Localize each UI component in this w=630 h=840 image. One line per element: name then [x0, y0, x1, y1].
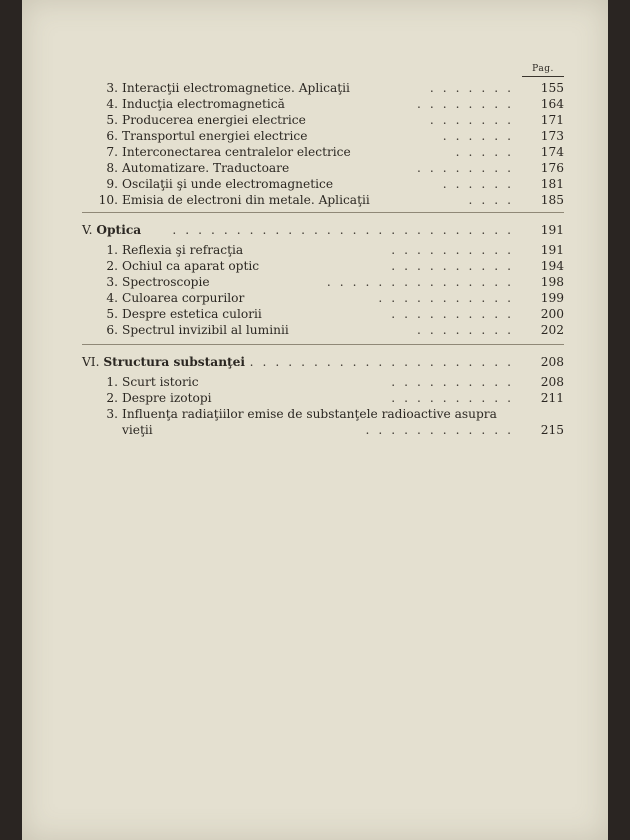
toc-entry [82, 258, 564, 274]
entry-title: Automatizare. Traductoare [122, 161, 290, 175]
dot-leader: .... [468, 193, 520, 207]
toc-entry [82, 128, 564, 144]
toc-entry [82, 322, 564, 338]
dot-leader: ........ [417, 97, 520, 111]
section-title [82, 354, 245, 370]
section-title [82, 222, 141, 238]
entry-number: 8. [106, 161, 118, 175]
dot-leader: ....... [429, 113, 520, 127]
dot-leader: ....... [429, 81, 520, 95]
entry-page: 194 [540, 259, 564, 273]
entry-title: Despre izotopi [122, 391, 212, 405]
entry-page: 208 [540, 375, 564, 389]
dot-leader: ........................... [172, 223, 520, 237]
entry-title: Interconectarea centralelor electrice [122, 145, 351, 159]
section-name: Optica [96, 223, 142, 237]
entry-title: Interacţii electromagnetice. Aplicaţii [122, 81, 350, 95]
entry-page: 174 [540, 145, 564, 159]
entry-title: Reflexia şi refracţia [122, 243, 244, 257]
entry-number: 5. [106, 113, 118, 127]
toc-entry [82, 274, 564, 290]
entry-title: Transportul energiei electrice [122, 129, 308, 143]
toc-entry [82, 80, 564, 96]
entry-number: 5. [106, 307, 118, 321]
entry-number: 3. [106, 275, 118, 289]
toc-entry-continued [82, 422, 564, 438]
entry-page: 155 [540, 81, 564, 95]
entry-title-continued: vieţii [122, 423, 153, 437]
toc-entry [82, 374, 564, 390]
section-name: Structura substanţei [103, 355, 246, 369]
toc-entry [82, 96, 564, 112]
entry-number: 6. [106, 129, 118, 143]
entry-page: 215 [540, 423, 564, 437]
entry-title: Producerea energiei electrice [122, 113, 306, 127]
entry-page: 198 [540, 275, 564, 289]
entry-number: 7. [106, 145, 118, 159]
dot-leader: .......... [391, 375, 520, 389]
entry-page: 202 [540, 323, 564, 337]
section-prefix: V. [82, 223, 93, 237]
entry-number: 6. [106, 323, 118, 337]
entry-title: Influenţa radiaţiilor emise de substanţele radioactive asupra [122, 407, 497, 421]
dot-leader: .......... [391, 307, 520, 321]
section-page: 208 [540, 355, 564, 369]
entry-number: 2. [106, 391, 118, 405]
toc-entry [82, 242, 564, 258]
toc-entry [82, 290, 564, 306]
dot-leader: ........ [417, 323, 520, 337]
dot-leader: ........... [378, 291, 520, 305]
entry-title: Culoarea corpurilor [122, 291, 245, 305]
section-divider [82, 212, 564, 213]
dot-leader: ..... [455, 145, 520, 159]
dot-leader: ............... [326, 275, 520, 289]
entry-page: 164 [540, 97, 564, 111]
entry-page: 211 [540, 391, 564, 405]
section-prefix: VI. [82, 355, 100, 369]
dot-leader: ............ [365, 423, 520, 437]
dot-leader: .......... [391, 259, 520, 273]
entry-title: Spectrul invizibil al luminii [122, 323, 289, 337]
toc-entry [82, 176, 564, 192]
entry-page: 185 [540, 193, 564, 207]
toc-entry [82, 112, 564, 128]
entry-number: 4. [106, 97, 118, 111]
entry-number: 1. [106, 375, 118, 389]
entry-title: Despre estetica culorii [122, 307, 262, 321]
entry-title: Inducţia electromagnetică [122, 97, 285, 111]
dot-leader: ...... [442, 177, 520, 191]
dot-leader: ........ [417, 161, 520, 175]
entry-page: 199 [540, 291, 564, 305]
entry-number: 4. [106, 291, 118, 305]
section-heading-structura [82, 354, 564, 370]
entry-number: 9. [106, 177, 118, 191]
book-page [22, 0, 608, 840]
entry-page: 176 [540, 161, 564, 175]
entry-number: 10. [98, 193, 118, 207]
entry-number: 3. [106, 81, 118, 95]
section-heading-optica [82, 222, 564, 238]
entry-number: 2. [106, 259, 118, 273]
entry-page: 171 [540, 113, 564, 127]
toc-entry [82, 160, 564, 176]
toc-entry [82, 144, 564, 160]
dot-leader: .......... [391, 391, 520, 405]
toc-entry [82, 192, 564, 208]
dot-leader: ....................... [223, 355, 520, 369]
toc-entry [82, 390, 564, 406]
entry-page: 173 [540, 129, 564, 143]
entry-title: Spectroscopie [122, 275, 210, 289]
entry-page: 181 [540, 177, 564, 191]
entry-number: 3. [106, 407, 118, 421]
page-column-header: Pag. [522, 64, 564, 77]
entry-title: Oscilaţii şi unde electromagnetice [122, 177, 334, 191]
dot-leader: ...... [442, 129, 520, 143]
entry-page: 191 [540, 243, 564, 257]
toc-entry [82, 306, 564, 322]
entry-title: Emisia de electroni din metale. Aplicaţii [122, 193, 370, 207]
entry-title: Ochiul ca aparat optic [122, 259, 260, 273]
toc-entry [82, 406, 564, 422]
entry-page: 200 [540, 307, 564, 321]
section-divider [82, 344, 564, 345]
dot-leader: .......... [391, 243, 520, 257]
entry-number: 1. [106, 243, 118, 257]
section-page: 191 [540, 223, 564, 237]
entry-title: Scurt istoric [122, 375, 199, 389]
